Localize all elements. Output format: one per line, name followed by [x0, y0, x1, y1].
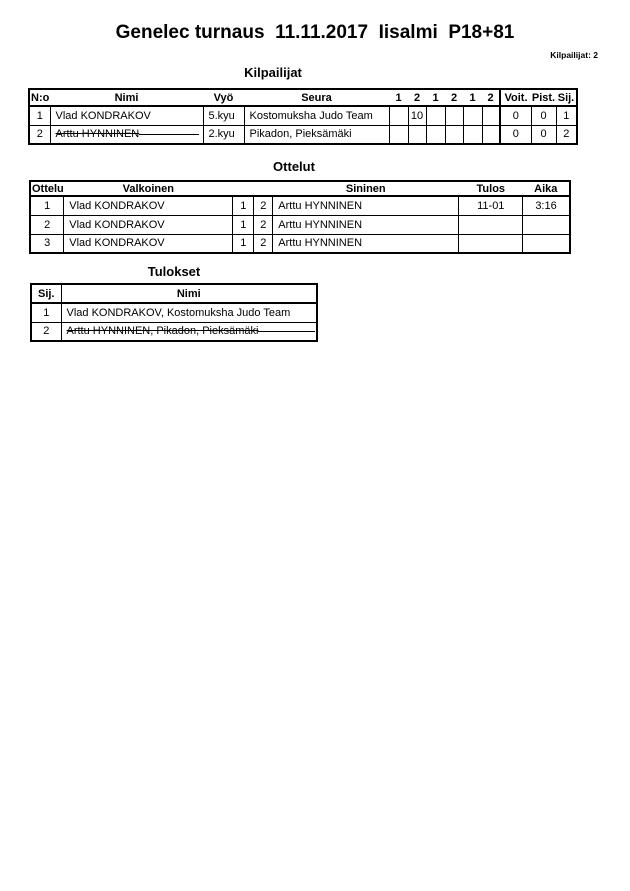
cell-score	[408, 125, 426, 144]
cell-pist: 0	[531, 125, 556, 144]
cell-seura: Pikadon, Pieksämäki	[244, 125, 389, 144]
header-round3a: 1	[463, 89, 482, 106]
struck-result-name: Arttu HYNNINEN, Pikadon, Pieksämäki	[66, 325, 259, 338]
cell-score	[389, 125, 408, 144]
cell-match-no: 2	[30, 215, 64, 234]
header-blue-num	[254, 181, 273, 196]
cell-white-num: 1	[233, 234, 254, 253]
cell-blue-num: 2	[254, 196, 273, 215]
header-nimi: Nimi	[50, 89, 203, 106]
header-sij: Sij.	[31, 284, 61, 303]
cell-nimi: Vlad KONDRAKOV	[50, 106, 203, 125]
cell-score	[426, 106, 445, 125]
cell-match-no: 3	[30, 234, 64, 253]
struck-competitor-name: Arttu HYNNINEN	[55, 128, 140, 141]
page-title: Genelec turnaus 11.11.2017 Iisalmi P18+81	[115, 22, 515, 43]
cell-aika	[523, 234, 570, 253]
cell-sij: 1	[31, 303, 61, 322]
ottelut-header-row	[30, 181, 570, 196]
cell-no: 2	[29, 125, 50, 144]
cell-sininen: Arttu HYNNINEN	[273, 234, 459, 253]
kilpailijat-heading: Kilpailijat	[244, 65, 302, 80]
cell-no: 1	[29, 106, 50, 125]
cell-score	[389, 106, 408, 125]
competitor-row	[29, 125, 577, 144]
header-seura: Seura	[244, 89, 389, 106]
cell-voit: 0	[500, 125, 531, 144]
cell-score	[463, 125, 482, 144]
match-row	[30, 234, 570, 253]
cell-score: 10	[408, 106, 426, 125]
cell-sininen: Arttu HYNNINEN	[273, 215, 459, 234]
cell-valkoinen: Vlad KONDRAKOV	[64, 196, 233, 215]
cell-voit: 0	[500, 106, 531, 125]
cell-score	[445, 106, 463, 125]
header-no: N:o	[29, 89, 50, 106]
cell-white-num: 1	[233, 215, 254, 234]
cell-blue-num: 2	[254, 215, 273, 234]
cell-vyo: 5.kyu	[203, 106, 244, 125]
header-round2b: 2	[445, 89, 463, 106]
result-row	[31, 322, 317, 341]
cell-sij: 1	[556, 106, 577, 125]
tulokset-header-row	[31, 284, 317, 303]
cell-tulos	[459, 215, 523, 234]
header-pist: Pist.	[531, 89, 556, 106]
kilpailijat-table	[28, 88, 578, 145]
cell-sij: 2	[556, 125, 577, 144]
header-round3b: 2	[482, 89, 500, 106]
competitor-row	[29, 106, 577, 125]
result-row	[31, 303, 317, 322]
cell-score	[482, 106, 500, 125]
strikethrough-line	[258, 331, 315, 332]
cell-score	[445, 125, 463, 144]
cell-score	[463, 106, 482, 125]
header-tulos: Tulos	[459, 181, 523, 196]
tulokset-table	[30, 283, 318, 342]
cell-pist: 0	[531, 106, 556, 125]
header-round2a: 1	[426, 89, 445, 106]
match-row	[30, 196, 570, 215]
cell-tulos	[459, 234, 523, 253]
cell-aika: 3:16	[523, 196, 570, 215]
header-aika: Aika	[523, 181, 570, 196]
cell-aika	[523, 215, 570, 234]
cell-score	[426, 125, 445, 144]
cell-score	[482, 125, 500, 144]
kilpailijat-header-row	[29, 89, 577, 106]
cell-white-num: 1	[233, 196, 254, 215]
header-sij: Sij.	[556, 89, 577, 106]
header-vyo: Vyö	[203, 89, 244, 106]
cell-blue-num: 2	[254, 234, 273, 253]
tulokset-heading: Tulokset	[147, 264, 201, 279]
header-round1a: 1	[389, 89, 408, 106]
cell-tulos: 11-01	[459, 196, 523, 215]
header-round1b: 2	[408, 89, 426, 106]
strikethrough-line	[139, 134, 198, 135]
ottelut-heading: Ottelut	[273, 159, 315, 174]
header-ottelu: Ottelu	[32, 182, 64, 195]
header-nimi: Nimi	[61, 284, 317, 303]
cell-nimi: Vlad KONDRAKOV, Kostomuksha Judo Team	[61, 303, 317, 322]
match-row	[30, 215, 570, 234]
cell-match-no: 1	[30, 196, 64, 215]
header-sininen: Sininen	[273, 181, 459, 196]
cell-sininen: Arttu HYNNINEN	[273, 196, 459, 215]
cell-vyo: 2.kyu	[203, 125, 244, 144]
cell-sij: 2	[31, 322, 61, 341]
cell-seura: Kostomuksha Judo Team	[244, 106, 389, 125]
header-valkoinen: Valkoinen	[64, 181, 233, 196]
cell-valkoinen: Vlad KONDRAKOV	[64, 234, 233, 253]
competitors-count: Kilpailijat: 2	[550, 50, 598, 60]
header-white-num	[233, 181, 254, 196]
cell-nimi	[50, 125, 203, 144]
ottelut-table	[29, 180, 571, 254]
cell-nimi	[61, 322, 317, 341]
cell-valkoinen: Vlad KONDRAKOV	[64, 215, 233, 234]
header-voit: Voit.	[500, 89, 531, 106]
